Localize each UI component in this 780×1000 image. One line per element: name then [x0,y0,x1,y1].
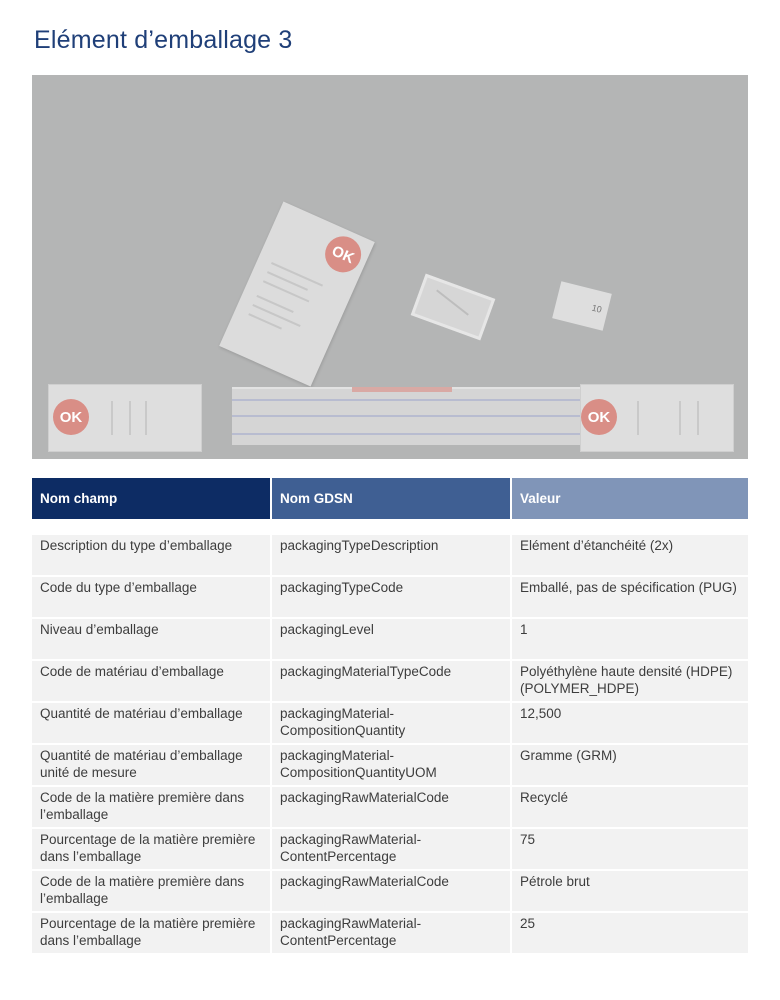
ok-logo-icon: OK [319,231,367,279]
cell-field-name: Pourcentage de la matière première dans l’emballage [32,913,272,955]
cell-field-name: Niveau d’emballage [32,619,272,661]
table-row [32,577,748,619]
cell-gdsn-name: packagingMaterial-CompositionQuantityUOM [272,745,512,787]
cell-gdsn-name: packagingRawMaterialCode [272,871,512,913]
cell-gdsn-name: packagingTypeCode [272,577,512,619]
cell-field-name: Description du type d’emballage [32,535,272,577]
cell-value: 12,500 [512,703,748,745]
header-valeur: Valeur [512,478,748,519]
seal-element [411,274,496,341]
pleated-blind-rail [232,387,610,445]
product-photo [32,75,748,459]
packaging-data-table [32,478,748,955]
table-row [32,703,748,745]
table-row [32,913,748,955]
cell-field-name: Quantité de matériau d’emballage [32,703,272,745]
end-box-right [580,384,734,452]
table-row [32,871,748,913]
cell-field-name: Code du type d’emballage [32,577,272,619]
cell-field-name: Quantité de matériau d’emballage unité de mesure [32,745,272,787]
cell-value: Emballé, pas de spécification (PUG) [512,577,748,619]
header-nom-gdsn: Nom GDSN [272,478,512,519]
cell-field-name: Code de la matière première dans l’emballage [32,787,272,829]
cell-value: Gramme (GRM) [512,745,748,787]
cell-gdsn-name: packagingRawMaterial-ContentPercentage [272,913,512,955]
table-row [32,661,748,703]
table-row [32,745,748,787]
page-title: Elément d’emballage 3 [34,26,293,54]
cell-value: Polyéthylène haute densité (HDPE)(POLYMER_HDPE) [512,661,748,703]
cell-field-name: Code de la matière première dans l’emballage [32,871,272,913]
cell-value: 25 [512,913,748,955]
end-box-left [48,384,202,452]
cell-value: Pétrole brut [512,871,748,913]
cell-field-name: Pourcentage de la matière première dans l’emballage [32,829,272,871]
cell-gdsn-name: packagingLevel [272,619,512,661]
tag-number: 10 [590,302,603,315]
table-row [32,787,748,829]
table-header-row [32,478,748,519]
cell-value: 1 [512,619,748,661]
cell-field-name: Code de matériau d’emballage [32,661,272,703]
cell-value: 75 [512,829,748,871]
packaging-box [219,201,375,386]
header-nom-champ: Nom champ [32,478,272,519]
cell-gdsn-name: packagingTypeDescription [272,535,512,577]
cell-gdsn-name: packagingMaterialTypeCode [272,661,512,703]
ok-logo-icon: OK [581,399,617,435]
label-tag [552,281,612,330]
ok-logo-icon: OK [53,399,89,435]
table-row [32,829,748,871]
cell-gdsn-name: packagingRawMaterialCode [272,787,512,829]
cell-value: Recyclé [512,787,748,829]
cell-gdsn-name: packagingMaterial-CompositionQuantity [272,703,512,745]
table-row [32,619,748,661]
cell-gdsn-name: packagingRawMaterial-ContentPercentage [272,829,512,871]
cell-value: Elément d’étanchéité (2x) [512,535,748,577]
table-row [32,535,748,577]
